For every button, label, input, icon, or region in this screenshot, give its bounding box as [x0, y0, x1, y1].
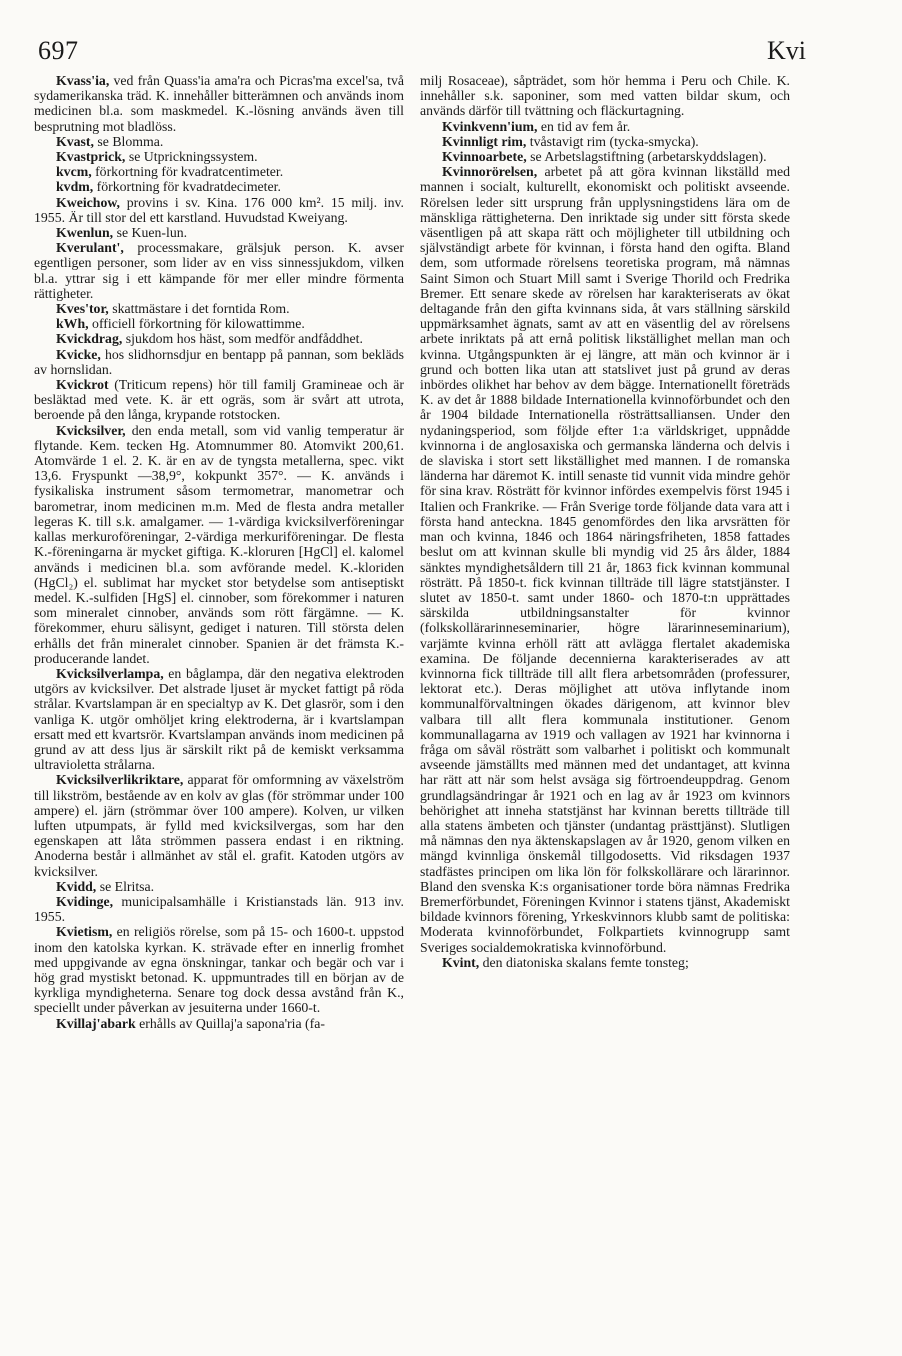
- entry-headword: Kvietism,: [56, 924, 113, 940]
- entry-text: en tid av fem år.: [537, 118, 631, 134]
- entry: [34, 666, 404, 772]
- left-column: [34, 73, 404, 1031]
- page-number: 697: [38, 36, 79, 65]
- entry: [34, 347, 404, 377]
- entry: [34, 164, 404, 179]
- entry: [34, 240, 404, 301]
- entry-text: se Kuen-lun.: [113, 225, 188, 241]
- entry-headword: Kvicksilverlikriktare,: [56, 772, 184, 788]
- entry-text: den enda metall, som vid vanlig temperatur är flytande. Kem. tecken Hg. Atomnummer 80. Atomvikt 200,61. Atomvärde 1 el. 2. K. är en av de tyngsta metallerna, spec. vikt 13,6. Fryspunkt —38,9°, kokpunkt 357°. — K. används i fysikaliska instrument såsom termometrar, manometrar och barometrar, inom medicinen m.m. Med de flesta andra metaller legeras K. till s.k. amalgamer. — 1-värdiga kvicksilverföreningar kallas merkuroföreningar, 2-värdiga merkuriföreningar. De flesta K.-föreningarna är mycket giftiga. K.-kloruren [HgCl] el. kalomel används i medicinen bl.a. som avförande medel. K.-kloriden (HgCl₂) el. sublimat har mycket stor betydelse som antiseptiskt medel. K.-sulfiden [HgS] el. cinnober, som förekommer i naturen som mineralet cinnober, används som rött färgämne. — K. förekommer, ehuru sälisynt, gediget i naturen. Till största delen erhålls det från mineralet cinnober. Spanien är det främsta K.-producerande landet.: [34, 422, 404, 666]
- entry-text: en båglampa, där den negativa elektroden utgörs av kvicksilver. Det alstrade ljuset är mycket fattigt på röda strålar. Kvartslampan är en specialtyp av K. Det glasrör, som i den vanliga K. utgör omhöljet kring elektroderna, är i kvartslampan ersatt med ett kvartsrör. Kvartslampan används inom medicinen på grund av att dess ljus är särskilt rikt på de kemiskt verksamma ultravioletta strålarna.: [34, 665, 404, 773]
- entry-headword: Kvastprick,: [56, 149, 126, 165]
- entry-headword: Kvicksilverlampa,: [56, 665, 164, 681]
- entry: [34, 149, 404, 164]
- entry-text: ved från Quass'ia ama'ra och Picras'ma excel'sa, två sydamerikanska träd. K. innehåller bitterämnen och används inom medicinen bl.a. som maskmedel. K.-lösning används även till besprutning mot bladlöss.: [34, 73, 404, 134]
- entry-headword: kvdm,: [56, 179, 94, 195]
- entry-text: se Blomma.: [93, 133, 164, 149]
- entry: [34, 879, 404, 894]
- entry-text: se Utprickningssystem.: [125, 149, 258, 165]
- entry: [34, 73, 404, 134]
- entry: [420, 149, 790, 164]
- entry-text: municipalsamhälle i Kristianstads län. 913 inv. 1955.: [34, 893, 404, 925]
- entry-text: hos slidhornsdjur en bentapp på pannan, som bekläds av hornslidan.: [34, 346, 404, 377]
- entry-headword: Kvicksilver,: [56, 422, 126, 438]
- entry-text: den diatoniska skalans femte tonsteg;: [479, 954, 689, 970]
- entry: [34, 423, 404, 666]
- right-column: [420, 73, 790, 970]
- entry-text: apparat för omformning av växelström till likström, bestående av en kolv av glas (för strömmar under 100 ampere) el. järn (strömmar över 100 ampere). Kolven, ur vilken luften utpumpats, är fylld med kvicksilvergas, som har den egenskapen att låta strömmen passera endast i en riktning. Anoderna består i allmänhet av stål el. grafit. Katoden utgörs av kvicksilver.: [34, 772, 404, 879]
- entry-headword: Kverulant',: [56, 240, 124, 256]
- entry-text: tvåstavigt rim (tycka-smycka).: [526, 133, 699, 149]
- entry-text: erhålls av Quillaj'a sapona'ria (fa-: [135, 1015, 325, 1031]
- entry: [420, 119, 790, 134]
- running-head: Kvi: [767, 36, 806, 65]
- entry-headword: Kvickdrag,: [56, 331, 123, 347]
- entry-text: förkortning för kvadratcentimeter.: [91, 164, 284, 180]
- entry-headword: Kvidd,: [56, 878, 97, 894]
- entry-text: en religiös rörelse, som på 15- och 1600-t. uppstod inom den katolska kyrkan. K. strävade efter en innerlig fromhet med uppgivande av egna önskningar, tankar och begär och var i hög grad mystiskt betonad. K. uppmuntrades till en början av de kyrkliga myndigheterna. Senare tog dock dessa avstånd från K., speciellt under påverkan av jesuiterna under 1660-t.: [34, 924, 404, 1016]
- entry: [420, 955, 790, 970]
- entry-text: (Triticum repens) hör till familj Gramineae och är besläktad med vete. K. är ett ogräs, som är svårt att utrota, beroende på den långa, krypande rotstocken.: [34, 377, 404, 423]
- entry-text: sjukdom hos häst, som medför andfåddhet.: [122, 331, 363, 347]
- entry-headword: Kvillaj'abark: [56, 1015, 136, 1031]
- entry-headword: Kvickrot: [56, 377, 109, 393]
- entry: [34, 772, 404, 878]
- entry: [34, 225, 404, 240]
- entry: [34, 331, 404, 346]
- entry: [34, 195, 404, 225]
- entry-headword: Kvinnorörelsen,: [442, 164, 538, 180]
- entry: [34, 377, 404, 423]
- entry-text: milj Rosaceae), såpträdet, som hör hemma i Peru och Chile. K. innehåller s.k. saponiner, som med vatten bildar skum, och används därför till tvättning och fläckurtagning.: [420, 73, 790, 119]
- entry-headword: Kvass'ia,: [56, 73, 110, 88]
- entry-text: skattmästare i det forntida Rom.: [108, 301, 290, 317]
- entry-text: arbetet på att göra kvinnan likställd med mannen i socialt, kulturellt, ekonomiskt och politiskt avseende. Rörelsen leder sitt ursprung från upplysningstidens lära om de mänskliga rättigheterna. Den inriktade sig under sitt första skede väsentligen på att skapa rätt och möjligheter till utbildning och självständigt arbete för kvinnan, i första hand den ogifta. Bland dem, som utformade rörelsens teoretiska program, må nämnas Saint Simon och Stuart Mill samt i Sverige Thorild och Fredrika Bremer. Ett senare skede av rörelsen har karakteriserats av ökat deltagande från den gifta kvinnans sida, åt vars ställning särskild uppmärksamhet ägnats, samt av att en väsentlig del av rörelsens arbete inriktats på att ernå politisk likställighet mellan man och kvinna. Utgångspunkten är ej längre, att män och kvinnor är i grund och botten lika utan att statslivet just på grund av deras inbördes olikhet har behov av dem bägge. Internationellt företräds K. av det år 1888 bildade Internationella kvinnoförbundet och den år 1904 bildade Internationella rösträttsalliansen. Under den nydaningsperiod, som följde efter 1:a världskriget, uppnådde kvinnorna i de anglosaxiska och germanska länderna och delvis i de slaviska i stort sett likställighet med mannen. I de romanska länderna har däremot K. intill senaste tid vunnit vida mindre gehör för sina krav. Rösträtt för kvinnor infördes exempelvis först 1945 i Italien och Frankrike. — Från Sverige torde följande data vara att i första hand anteckna. 1845 genomfördes den lika arvsrätten för man och kvinna, 1846 och 1864 näringsfriheten, 1858 fattades beslut om att kvinnan skulle bli myndig vid 25 års ålder, 1884 sänktes myndighetsåldern till 21 år, 1863 fick kvinnan kommunal rösträtt. På 1850-t. fick kvinnan tillträde till lägre statstjänster. I slutet av 1850-t. samt under 1860- och 1870-t:n upprättades särskilda utbildningsanstalter för kvinnor (folkskollärarinneseminarier, högre lärarinneseminarium), varjämte kvinna erhöll rätt att avlägga flertalet akademiska examina. De följande decennierna karakteriserades av att kvinnorna fick tillträde till allt flera arbetsområden (professurer, lektorat etc.). Deras möjlighet att utöva inflytande inom kommunalförvaltningen ökades därigenom, att kvinnor blev valbara till allt flera kommunala institutioner. Genom kommunallagarna av 1919 och vallagen av 1921 har kvinnorna i fråga om såväl rösträtt som valbarhet i politiskt och kommunalt avseende jämställts med männen med det undantaget, att kvinna har rätt att när som helst avsäga sig förtroendeuppdrag. Genom grundlagsändringar år 1921 och en lag av år 1923 om kvinnors behörighet att inneha statstjänst har kvinnan beretts tillträde till alla statens ämbeten och tjänster (undantag prästtjänst). Slutligen må nämnas den nya äktenskapslagen av år 1920, genom vilken en mängd kvinnliga önskemål tillgodosetts. Vid riksdagen 1937 stadfästes principen om lika lön för folkskollärare och lärarinnor. Bland den svenska K:s organisationer torde böra nämnas Fredrika Bremerförbundet, Föreningen Kvinnor i statens tjänst, Akademiskt bildade kvinnors förening, Yrkeskvinnors klubb samt de politiska: Moderata kvinnoförbundet, Folkpartiets kvinnogrupp samt Sveriges socialdemokratiska kvinnoförbund.: [420, 164, 790, 955]
- entry: [34, 316, 404, 331]
- entry: [34, 894, 404, 924]
- entry: [34, 301, 404, 316]
- entry-headword: kWh,: [56, 316, 89, 332]
- entry: [420, 164, 790, 955]
- entry-text: se Arbetslagstiftning (arbetarskyddslagen).: [526, 149, 767, 165]
- entry: [420, 73, 790, 119]
- entry-text: förkortning för kvadratdecimeter.: [93, 179, 281, 195]
- entry-headword: Kves'tor,: [56, 301, 109, 317]
- entry-headword: Kvint,: [442, 954, 480, 970]
- entry-text: officiell förkortning för kilowattimme.: [88, 316, 305, 332]
- entry-headword: Kweichow,: [56, 194, 120, 210]
- entry-headword: Kwenlun,: [56, 225, 114, 241]
- entry-text: se Elritsa.: [96, 878, 155, 894]
- entry: [34, 134, 404, 149]
- entry: [34, 1016, 404, 1031]
- entry: [34, 179, 404, 194]
- entry-headword: Kvast,: [56, 133, 94, 149]
- entry-headword: Kvinnoarbete,: [442, 149, 527, 165]
- entry-headword: Kvinnligt rim,: [442, 133, 527, 149]
- entry-headword: kvcm,: [56, 164, 92, 180]
- entry-headword: Kvinkvenn'ium,: [442, 118, 538, 134]
- entry: [420, 134, 790, 149]
- entry-text: processmakare, grälsjuk person. K. avser egentligen personer, som lider av en viss sinnessjukdom, vilken bl.a. yttrar sig i ett kämpande för mer eller mindre förmenta rättigheter.: [34, 240, 404, 301]
- entry-headword: Kvicke,: [56, 346, 101, 362]
- entry-text: provins i sv. Kina. 176 000 km². 15 milj. inv. 1955. Är till stor del ett karstland. Huvudstad Kweiyang.: [34, 194, 404, 225]
- entry-headword: Kvidinge,: [56, 893, 114, 909]
- entry: [34, 924, 404, 1015]
